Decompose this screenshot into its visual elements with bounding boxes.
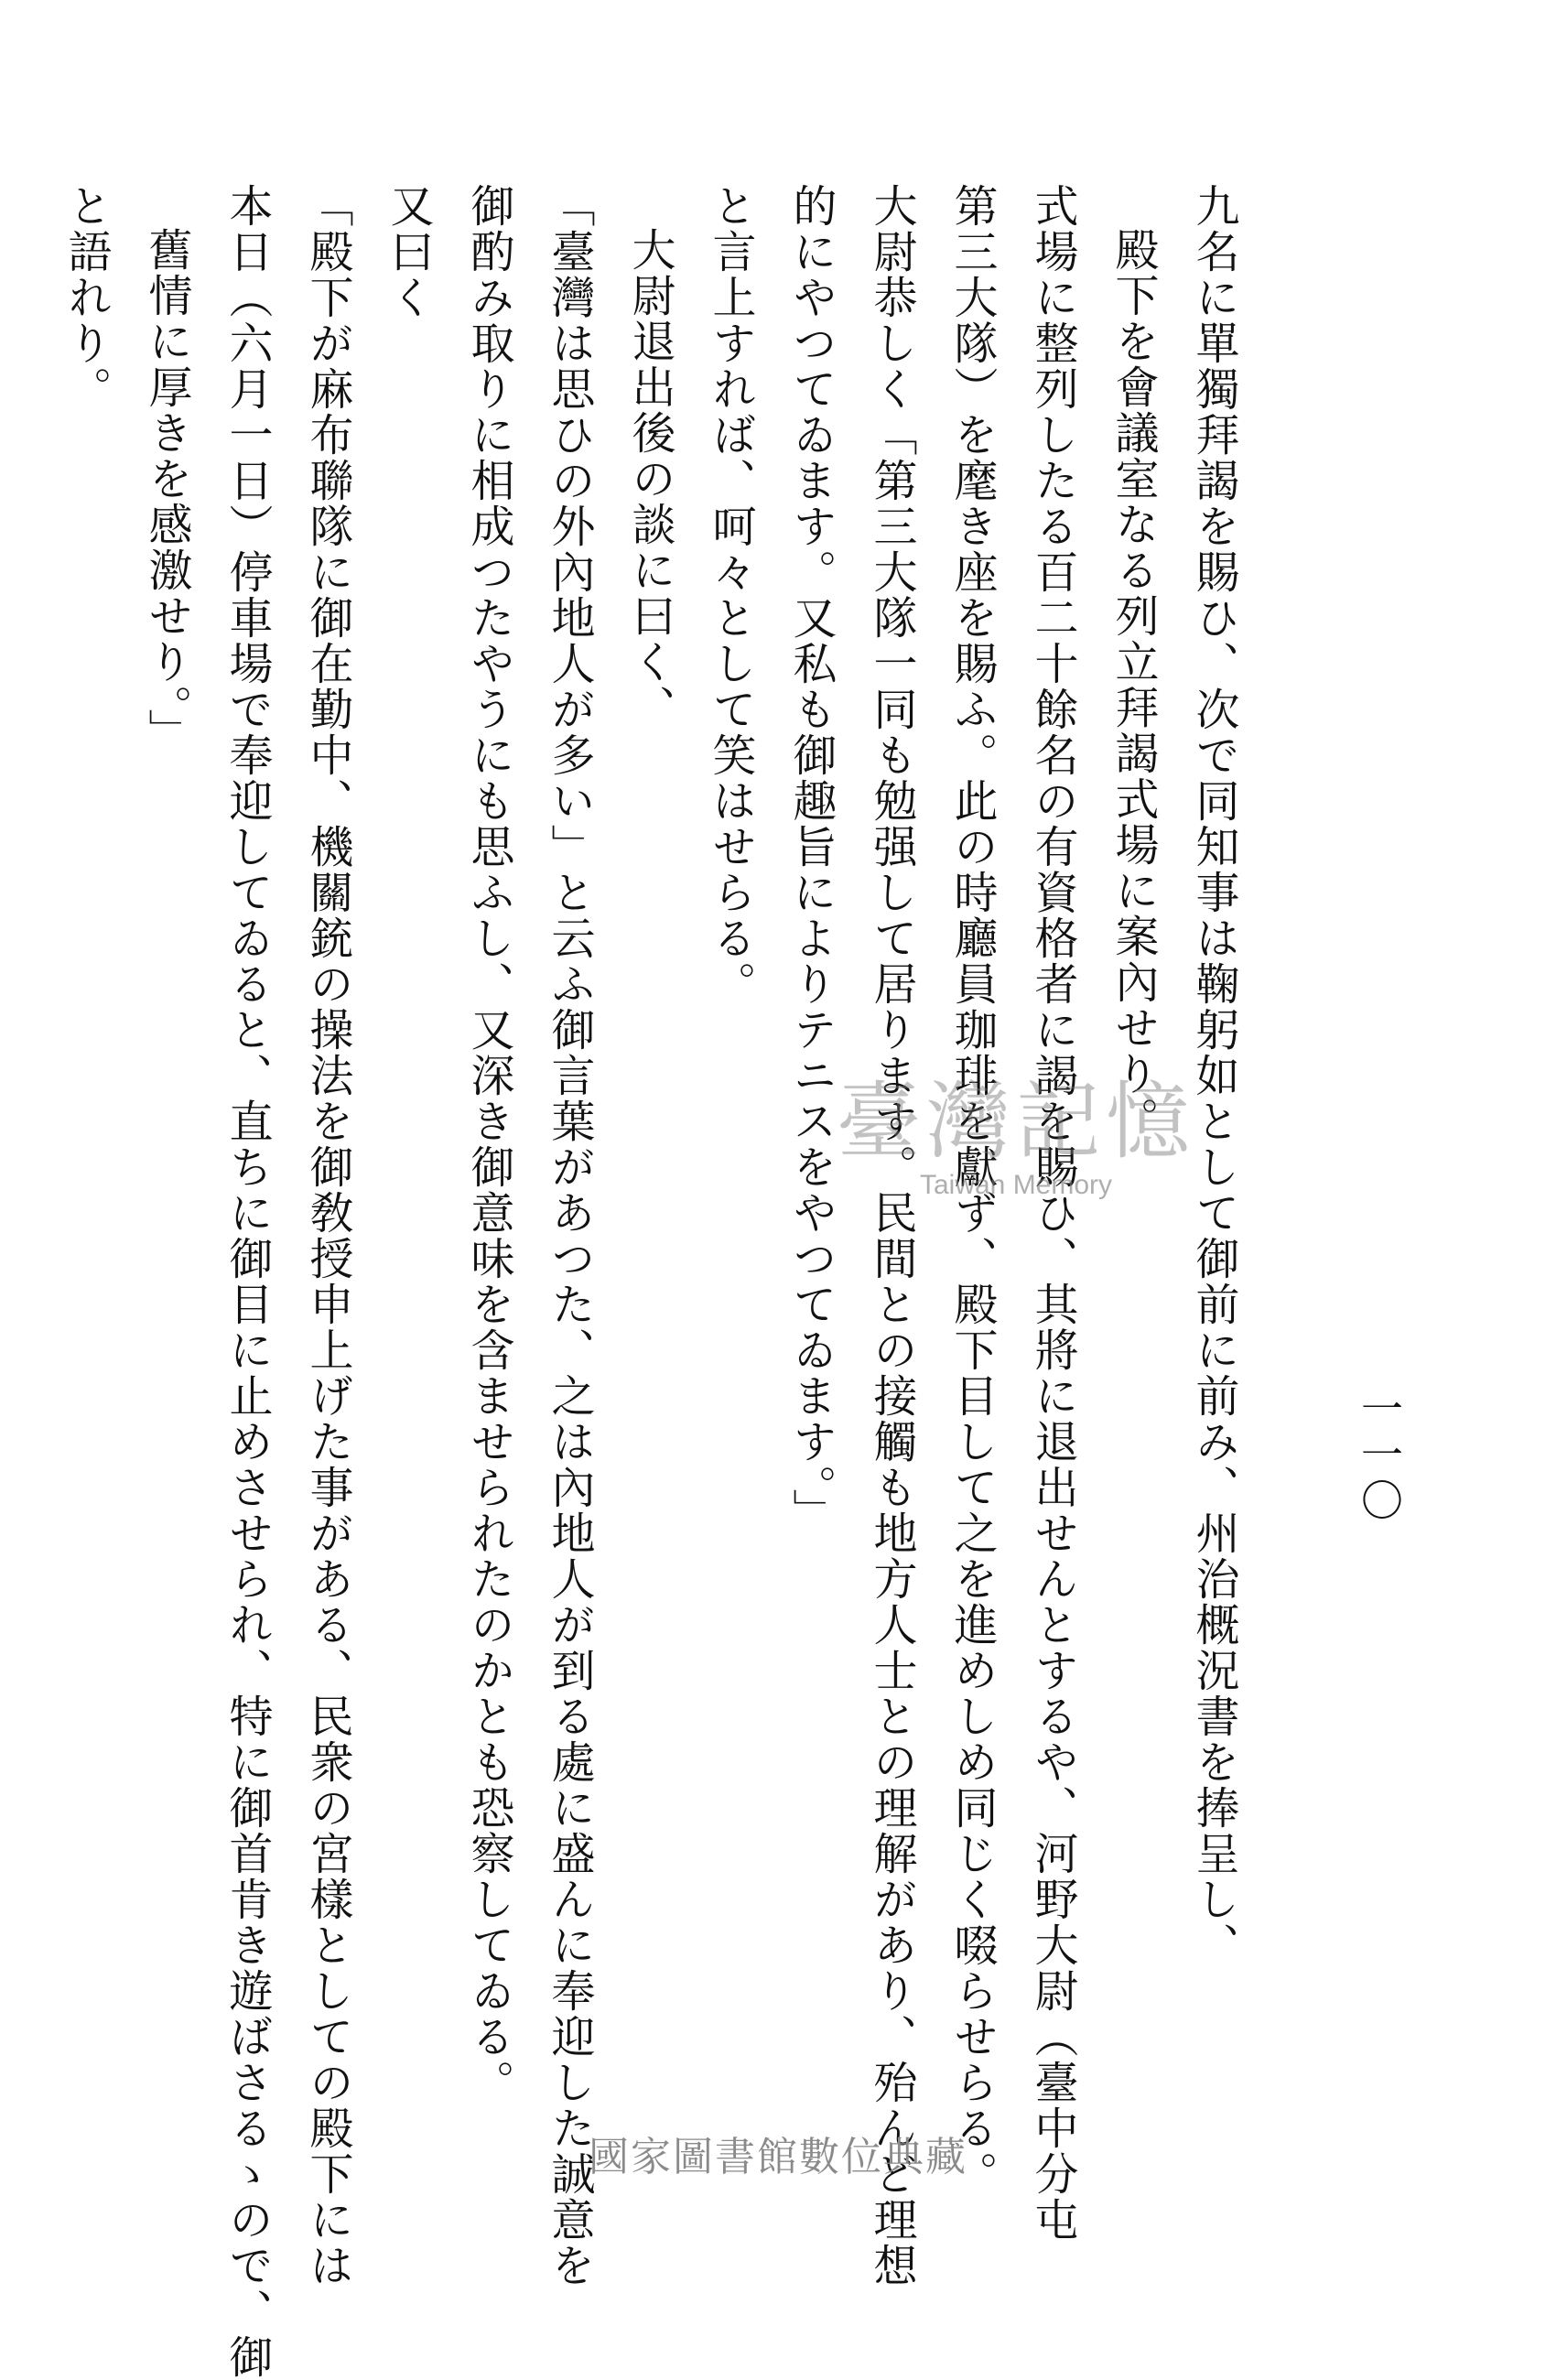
- page-number: 一一〇: [1355, 1387, 1404, 1524]
- text-column: 第三大隊）を麾き座を賜ふ。此の時廳員珈琲を獻ず、殿下目して之を進めしめ同じく啜らせらる。: [946, 183, 998, 2197]
- watermark-title: 臺灣記憶: [836, 1073, 1195, 1171]
- text-column: 「臺灣は思ひの外內地人が多い」と云ふ御言葉があつた、之は內地人が到る處に盛んに奉迎した誠意を: [544, 183, 595, 2288]
- text-column: 本日（六月一日）停車場で奉迎してゐると、直ちに御目に止めさせられ、特に御首肯き遊ばさるゝので、御: [222, 183, 273, 2380]
- text-column: 九名に單獨拜謁を賜ひ、次で同知事は鞠躬如として御前に前み、州治概況書を捧呈し、: [1188, 183, 1239, 1968]
- text-column: 御酌み取りに相成つたやうにも思ふし、又深き御意味を含ませられたのかとも恐察してゐる。: [463, 183, 514, 2105]
- text-column: 舊情に厚きを感激せり。」: [141, 227, 192, 754]
- footer-credit: 國家圖書館數位典藏: [589, 2134, 967, 2180]
- text-column: 大尉恭しく「第三大隊一同も勉强して居ります。民間との接觸も地方人士との理解があり、殆んど理想: [866, 183, 917, 2288]
- text-column: 「殿下が麻布聯隊に御在勤中、機關銃の操法を御敎授申上げた事がある、民衆の宮樣としての殿下には: [302, 183, 353, 2288]
- text-column: と言上すれば、呵々として笑はせらる。: [705, 183, 756, 1007]
- text-column: 大尉退出後の談に曰く、: [624, 227, 675, 730]
- text-column: と語れり。: [60, 183, 112, 412]
- text-column: 殿下を會議室なる列立拜謁式場に案內せり。: [1108, 227, 1159, 1142]
- text-column: 式場に整列したる百二十餘名の有資格者に謁を賜ひ、其將に退出せんとするや、河野大尉（臺中分屯: [1027, 183, 1078, 2243]
- text-column: 又曰く: [383, 183, 434, 320]
- watermark-subtitle: Taiwan Memory: [919, 1170, 1113, 1200]
- text-column: 的にやつてゐます。又私も御趣旨によりテニスをやつてゐます。」: [785, 183, 837, 1534]
